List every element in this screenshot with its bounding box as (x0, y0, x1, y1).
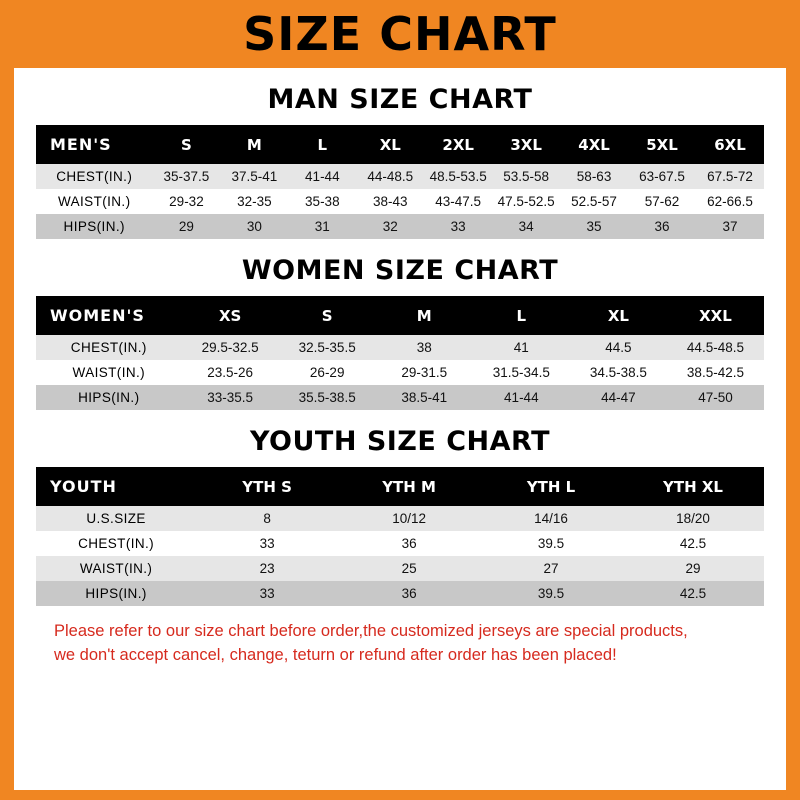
man-section-title: MAN SIZE CHART (267, 84, 533, 115)
table-cell: 37 (696, 214, 764, 239)
table-cell: 25 (338, 556, 480, 581)
man-size-table (36, 125, 764, 239)
youth-table-body (36, 506, 764, 606)
table-cell: 34.5-38.5 (570, 360, 667, 385)
table-cell: 53.5-58 (492, 164, 560, 189)
man-waist-label: WAIST(IN.) (36, 189, 152, 214)
youth-ussize-label: U.S.SIZE (36, 506, 196, 531)
man-header-4xl: 4XL (560, 125, 628, 164)
table-header-row (36, 467, 764, 506)
table-cell: 35-38 (288, 189, 356, 214)
table-cell: 43-47.5 (424, 189, 492, 214)
youth-table-header (36, 467, 764, 506)
table-cell: 14/16 (480, 506, 622, 531)
youth-header-m: YTH M (338, 467, 480, 506)
table-cell: 41-44 (473, 385, 570, 410)
table-cell: 33 (196, 581, 338, 606)
man-header-3xl: 3XL (492, 125, 560, 164)
table-cell: 38.5-41 (376, 385, 473, 410)
footer-note-line-1: Please refer to our size chart before order,the customized jerseys are special products, (54, 622, 688, 640)
table-cell: 58-63 (560, 164, 628, 189)
women-header-l: L (473, 296, 570, 335)
women-table-header (36, 296, 764, 335)
table-cell: 35-37.5 (152, 164, 220, 189)
table-cell: 35.5-38.5 (279, 385, 376, 410)
man-header-l: L (288, 125, 356, 164)
table-row (36, 556, 764, 581)
table-row (36, 385, 764, 410)
table-cell: 33 (196, 531, 338, 556)
table-cell: 31.5-34.5 (473, 360, 570, 385)
table-cell: 44-47 (570, 385, 667, 410)
table-cell: 39.5 (480, 531, 622, 556)
page-title: SIZE CHART (243, 7, 557, 61)
table-cell: 29.5-32.5 (182, 335, 279, 360)
table-cell: 39.5 (480, 581, 622, 606)
table-cell: 44-48.5 (356, 164, 424, 189)
women-table-body (36, 335, 764, 410)
man-chest-label: CHEST(IN.) (36, 164, 152, 189)
page-banner (0, 0, 800, 68)
table-header-row (36, 296, 764, 335)
women-header-s: S (279, 296, 376, 335)
table-cell: 52.5-57 (560, 189, 628, 214)
table-cell: 29-31.5 (376, 360, 473, 385)
table-cell: 34 (492, 214, 560, 239)
women-section-title: WOMEN SIZE CHART (241, 255, 559, 286)
table-cell: 36 (338, 531, 480, 556)
youth-hips-label: HIPS(IN.) (36, 581, 196, 606)
footer-note-line-2: we don't accept cancel, change, teturn or refund after order has been placed! (54, 645, 617, 664)
table-cell: 63-67.5 (628, 164, 696, 189)
youth-header-s: YTH S (196, 467, 338, 506)
women-hips-label: HIPS(IN.) (36, 385, 182, 410)
table-cell: 23 (196, 556, 338, 581)
table-row (36, 360, 764, 385)
table-cell: 37.5-41 (220, 164, 288, 189)
man-header-s: S (152, 125, 220, 164)
table-row (36, 581, 764, 606)
table-cell: 33-35.5 (182, 385, 279, 410)
women-header-xl: XL (570, 296, 667, 335)
man-header-5xl: 5XL (628, 125, 696, 164)
table-cell: 32.5-35.5 (279, 335, 376, 360)
table-cell: 32 (356, 214, 424, 239)
table-header-row (36, 125, 764, 164)
table-cell: 38.5-42.5 (667, 360, 764, 385)
table-cell: 38-43 (356, 189, 424, 214)
table-cell: 41 (473, 335, 570, 360)
table-cell: 35 (560, 214, 628, 239)
table-cell: 38 (376, 335, 473, 360)
table-cell: 44.5 (570, 335, 667, 360)
table-cell: 10/12 (338, 506, 480, 531)
youth-section-title: YOUTH SIZE CHART (249, 426, 551, 457)
youth-header-l: YTH L (480, 467, 622, 506)
table-cell: 33 (424, 214, 492, 239)
man-header-label: MEN'S (36, 125, 152, 164)
youth-chest-label: CHEST(IN.) (36, 531, 196, 556)
table-cell: 8 (196, 506, 338, 531)
women-size-table (36, 296, 764, 410)
table-cell: 18/20 (622, 506, 764, 531)
table-cell: 48.5-53.5 (424, 164, 492, 189)
table-cell: 36 (338, 581, 480, 606)
table-cell: 41-44 (288, 164, 356, 189)
women-header-label: WOMEN'S (36, 296, 182, 335)
table-cell: 31 (288, 214, 356, 239)
table-cell: 29 (622, 556, 764, 581)
table-cell: 36 (628, 214, 696, 239)
table-cell: 57-62 (628, 189, 696, 214)
table-cell: 67.5-72 (696, 164, 764, 189)
table-cell: 42.5 (622, 531, 764, 556)
man-table-header (36, 125, 764, 164)
youth-header-xl: YTH XL (622, 467, 764, 506)
table-cell: 47-50 (667, 385, 764, 410)
bottom-accent-bar (0, 790, 800, 800)
table-cell: 29 (152, 214, 220, 239)
man-header-xl: XL (356, 125, 424, 164)
youth-waist-label: WAIST(IN.) (36, 556, 196, 581)
table-row (36, 214, 764, 239)
table-cell: 47.5-52.5 (492, 189, 560, 214)
man-table-body (36, 164, 764, 239)
table-cell: 42.5 (622, 581, 764, 606)
footer-note (54, 620, 746, 668)
women-header-xxl: XXL (667, 296, 764, 335)
table-cell: 44.5-48.5 (667, 335, 764, 360)
women-header-xs: XS (182, 296, 279, 335)
table-cell: 27 (480, 556, 622, 581)
table-cell: 30 (220, 214, 288, 239)
table-cell: 32-35 (220, 189, 288, 214)
table-cell: 29-32 (152, 189, 220, 214)
women-chest-label: CHEST(IN.) (36, 335, 182, 360)
table-row (36, 531, 764, 556)
table-cell: 23.5-26 (182, 360, 279, 385)
youth-header-label: YOUTH (36, 467, 196, 506)
table-cell: 26-29 (279, 360, 376, 385)
table-row (36, 335, 764, 360)
women-header-m: M (376, 296, 473, 335)
youth-size-table (36, 467, 764, 606)
man-header-m: M (220, 125, 288, 164)
man-hips-label: HIPS(IN.) (36, 214, 152, 239)
table-cell: 62-66.5 (696, 189, 764, 214)
women-waist-label: WAIST(IN.) (36, 360, 182, 385)
table-row (36, 164, 764, 189)
table-row (36, 506, 764, 531)
man-header-2xl: 2XL (424, 125, 492, 164)
man-header-6xl: 6XL (696, 125, 764, 164)
chart-content (14, 84, 786, 668)
table-row (36, 189, 764, 214)
